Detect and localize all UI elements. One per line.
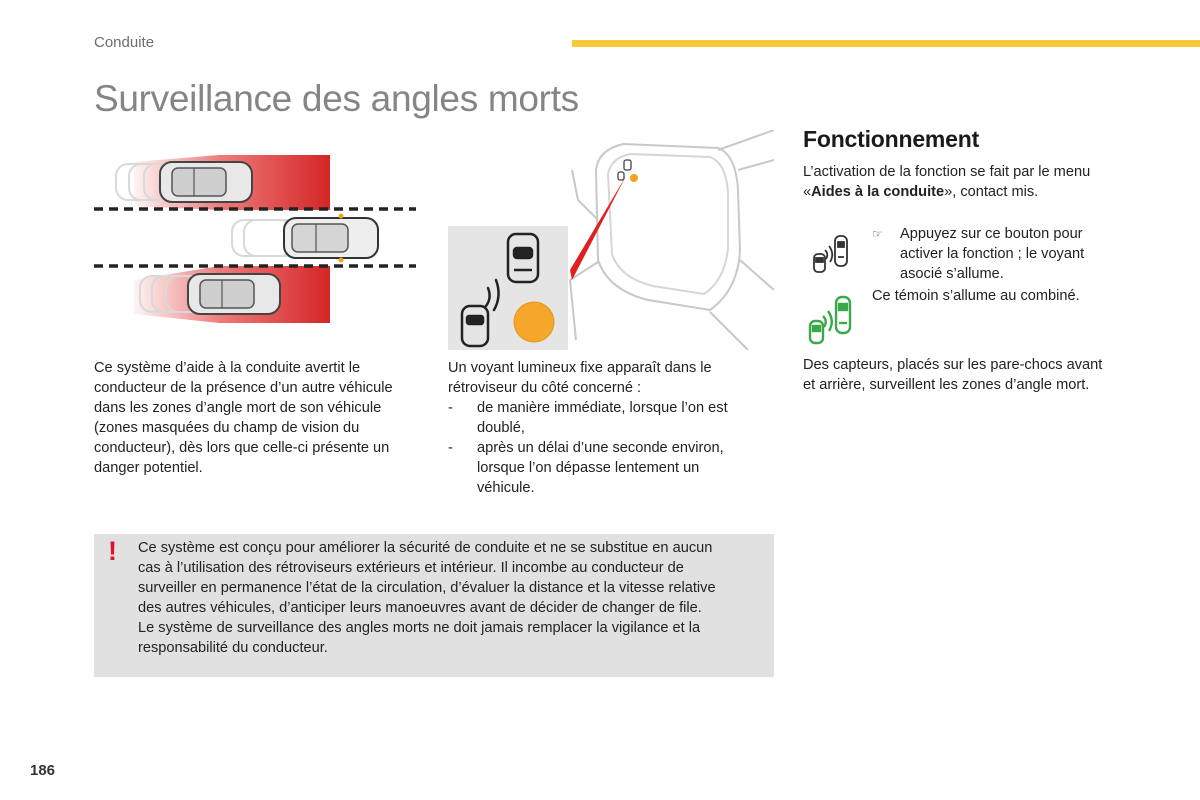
menu-name: Aides à la conduite	[811, 184, 945, 200]
text-line: lorsque l’on dépasse lentement un	[477, 460, 700, 476]
quote-close-text: », contact mis.	[944, 184, 1039, 200]
mirror-warning-lamp-diagram	[448, 130, 774, 350]
text-line: Ce système d’aide à la conduite avertit le	[94, 360, 361, 376]
text-line: rétroviseur du côté concerné :	[448, 380, 642, 396]
list-dash: -	[448, 440, 453, 456]
exclamation-icon: !	[108, 536, 117, 566]
text-line: de manière immédiate, lorsque l’on est	[477, 400, 728, 416]
text-line: Des capteurs, placés sur les pare-chocs avant	[803, 357, 1103, 373]
section-label: Conduite	[94, 34, 155, 51]
text-line: (zones masquées du champ de vision du	[94, 420, 360, 436]
text-line: surveiller en permanence l’état de la circulation, d’évaluer la distance et la vitesse relative	[138, 580, 716, 596]
warning-lamp-description	[448, 358, 768, 498]
text-line: conducteur de la présence d’un autre véhicule	[94, 380, 393, 396]
text-line: des autres véhicules, d’anticiper leurs manoeuvres avant de décider de changer de file.	[138, 600, 702, 616]
intro-paragraph	[94, 358, 424, 478]
header-accent-bar	[572, 40, 1200, 47]
text-line: L’activation de la fonction se fait par le menu	[803, 164, 1091, 180]
text-line: activer la fonction ; le voyant	[900, 246, 1085, 262]
text-line: asocié s’allume.	[900, 266, 1004, 282]
text-line: doublé,	[477, 420, 525, 436]
quote-open: «	[803, 184, 812, 200]
blind-spot-zones-diagram	[94, 148, 424, 328]
list-item	[448, 398, 768, 438]
blind-spot-button-icon	[810, 232, 854, 274]
page-number: 186	[30, 762, 56, 779]
text-line: Un voyant lumineux fixe apparaît dans le	[448, 360, 712, 376]
text-line: dans les zones d’angle mort de son véhicule	[94, 400, 382, 416]
button-instruction	[872, 224, 1150, 284]
text-line: et arrière, surveillent les zones d’angle mort.	[803, 377, 1090, 393]
text-line: cas à l’utilisation des rétroviseurs extérieurs et intérieur. Il incombe au conducteur de	[138, 560, 684, 576]
sensors-paragraph	[803, 355, 1133, 395]
page-title: Surveillance des angles morts	[94, 78, 579, 119]
text-line: Appuyez sur ce bouton pour	[900, 226, 1083, 242]
activation-paragraph	[803, 162, 1133, 202]
warning-text	[138, 538, 758, 658]
text-line: Le système de surveillance des angles morts ne doit jamais remplacer la vigilance et la	[138, 620, 701, 636]
text-line: après un délai d’une seconde environ,	[477, 440, 724, 456]
text-line: véhicule.	[477, 480, 535, 496]
text-line: conducteur), dès lors que celle-ci présente un	[94, 440, 390, 456]
text-line: responsabilité du conducteur.	[138, 640, 328, 656]
list-dash: -	[448, 400, 453, 416]
list-item	[448, 438, 768, 498]
text-line: danger potentiel.	[94, 460, 203, 476]
text-line	[803, 182, 1133, 202]
blind-spot-warning-lamp-icon	[806, 293, 856, 345]
section-heading: Fonctionnement	[803, 126, 980, 152]
text-line: Ce système est conçu pour améliorer la sécurité de conduite et ne se substitue en aucun	[138, 540, 713, 556]
witness-lamp-text: Ce témoin s’allume au combiné.	[872, 288, 1080, 304]
hand-pointer-icon: ☞	[872, 227, 883, 241]
